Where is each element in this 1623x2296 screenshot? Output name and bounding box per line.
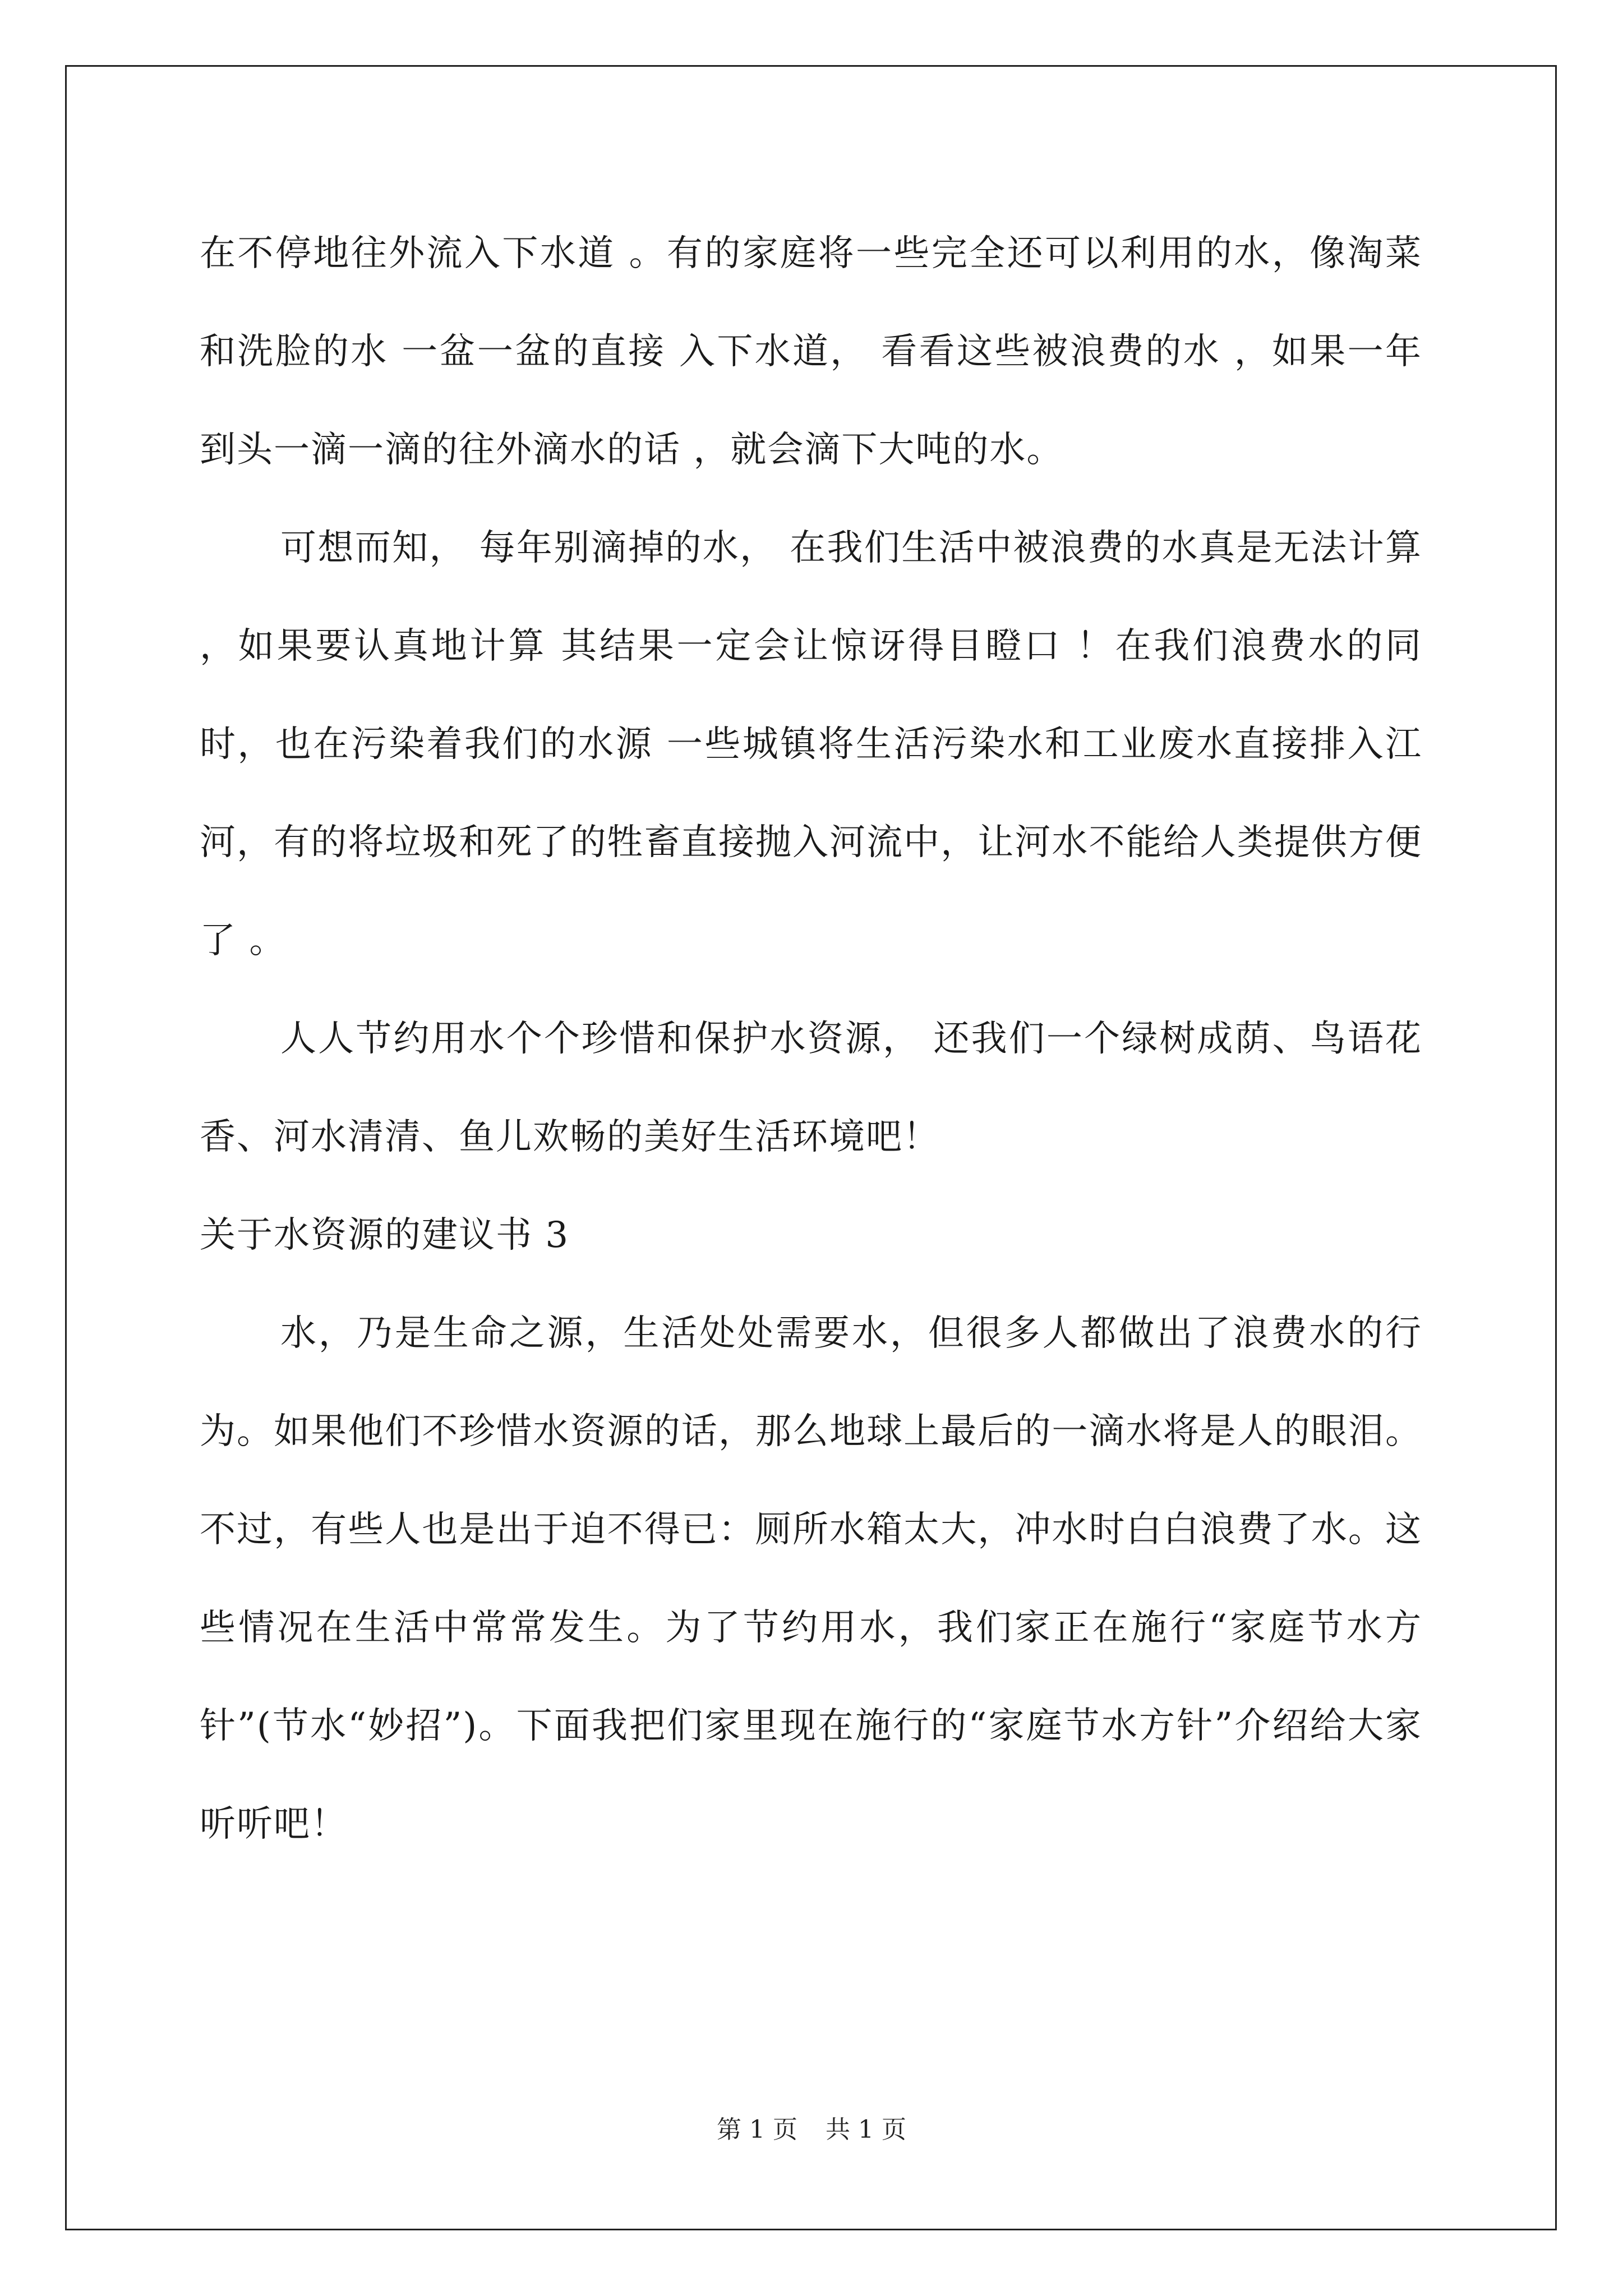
page-footer — [0, 2109, 1623, 2145]
section-paragraph-1: 水，乃是生命之源，生活处处需要水，但很多人都做出了浪费水的行为。如果他们不珍惜水资源的话，那么地球上最后的一滴水将是人的眼泪。不过，有些人也是出于迫不得已：厕所水箱太大，冲水时白白浪费了水。这些情况在生活中常常发生。为了节约用水，我们家正在施行“家庭节水方针”(节水“妙招”)。下面我把们家里现在施行的“家庭节水方针”介绍给大家听听吧！ — [200, 1313, 1422, 1845]
section-title: 关于水资源的建议书 3 — [200, 1214, 570, 1256]
document-body — [200, 205, 1422, 1874]
page-number: 第 1 页 — [717, 2115, 797, 2144]
paragraph-1: 在不停地往外流入下水道 。有的家庭将一些完全还可以利用的水，像淘菜和洗脸的水 一盆一盆的直接 入下水道， 看看这些被浪费的水 ，如果一年到头一滴一滴的往外滴水的话 ，就会滴下大吨的水。 — [200, 233, 1422, 471]
page-total: 共 1 页 — [826, 2115, 906, 2144]
paragraph-2: 可想而知， 每年别滴掉的水， 在我们生活中被浪费的水真是无法计算 ，如果要认真地计算 其结果一定会让惊讶得目瞪口 ！在我们浪费水的同时，也在污染着我们的水源 一些城镇将生活污染水和工业废水直接排入江河，有的将垃圾和死了的牲畜直接抛入河流中，让河水不能给人类提供方便了 。 — [200, 527, 1422, 961]
paragraph-3: 人人节约用水个个珍惜和保护水资源， 还我们一个绿树成荫、鸟语花香、河水清清、鱼儿欢畅的美好生活环境吧！ — [200, 1018, 1422, 1158]
